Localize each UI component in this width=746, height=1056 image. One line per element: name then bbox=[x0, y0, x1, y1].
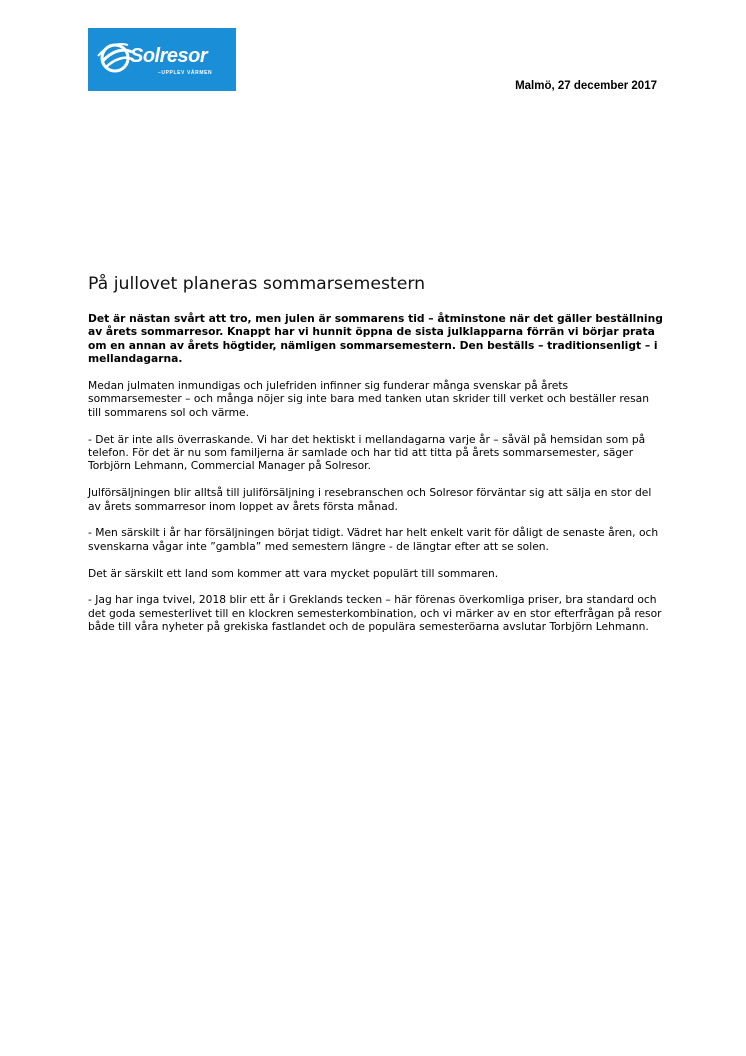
article-paragraph: - Det är inte alls överraskande. Vi har det hektiskt i mellandagarna varje år – såväl på hemsidan som på telefon. För det är nu som familjerna är samlade och har tid att titta på årets sommarsemester, säger Torbjörn Lehmann, Commercial Manager på Solresor. bbox=[88, 432, 646, 473]
article-title: På jullovet planeras sommarsemestern bbox=[88, 274, 426, 294]
article-paragraph: Medan julmaten inmundigas och julefriden infinner sig funderar många svenskar på årets sommarsemester – och många nöjer sig inte bara med tanken utan skrider till verket och beställer resan till sommarens sol och värme. bbox=[88, 379, 649, 419]
article-paragraph: Det är särskilt ett land som kommer att vara mycket populärt till sommaren. bbox=[88, 566, 499, 580]
article-lead: Det är nästan svårt att tro, men julen är sommarens tid – åtminstone när det gäller beställning av årets sommarresor. Knappt har vi hunnit öppna de sista julklapparna förrän vi börjar prata om en annan av årets högtider, nämligen sommarsemestern. Den beställs – traditionsenligt – i mellandagarna. bbox=[88, 312, 663, 366]
logo-tagline: –UPPLEV VÄRMEN bbox=[158, 70, 213, 76]
article-paragraph: - Men särskilt i år har försäljningen börjat tidigt. Vädret har helt enkelt varit för dåligt de senaste åren, och svenskarna vågar inte ”gambla” med semestern längre - de längtar efter att se solen. bbox=[88, 526, 659, 553]
article-body bbox=[88, 312, 663, 647]
article-paragraph: Julförsäljningen blir alltså till juliförsäljning i resebranschen och Solresor förväntar sig att sälja en stor del av årets sommarresor inom loppet av årets första månad. bbox=[88, 486, 652, 513]
press-release-date: Malmö, 27 december 2017 bbox=[515, 80, 657, 92]
solresor-logo bbox=[88, 28, 236, 91]
logo-wordmark: Solresor bbox=[130, 45, 208, 67]
article-paragraph: - Jag har inga tvivel, 2018 blir ett år i Greklands tecken – här förenas överkomliga priser, bra standard och det goda semesterlivet till en klockren semesterkombination, och vi märker av en stor efterfrågan på resor både till våra nyheter på grekiska fastlandet och de populära semesteröarna avslutar Torbjörn Lehmann. bbox=[88, 593, 662, 634]
